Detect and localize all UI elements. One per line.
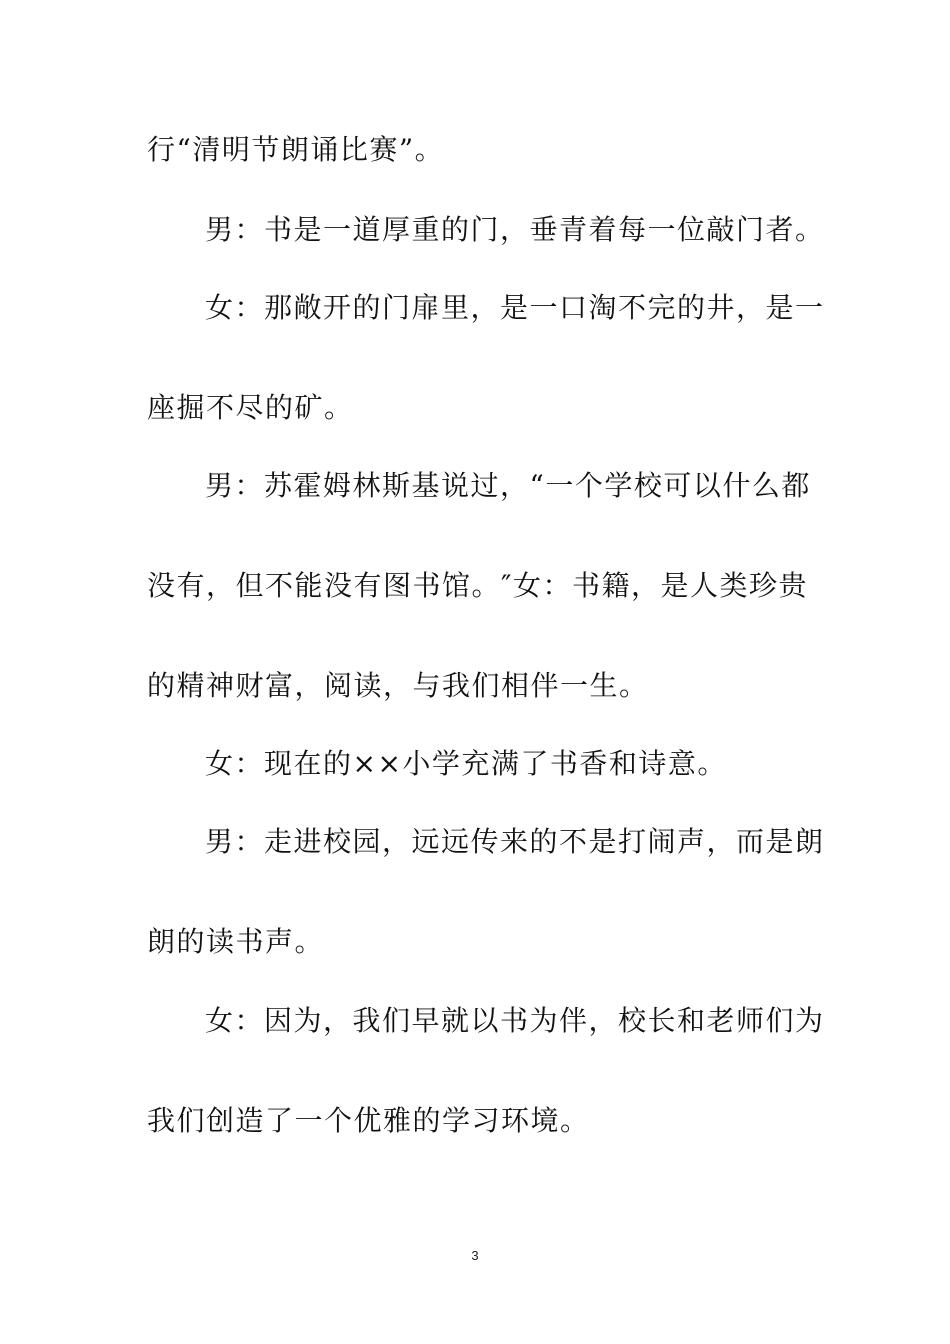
text-line: 男：书是一道厚重的门，垂青着每一位敲门者。 — [205, 213, 825, 246]
text-line: 朗的读书声。 — [147, 925, 325, 958]
text-line: 女：因为，我们早就以书为伴，校长和老师们为 — [205, 1004, 825, 1037]
text-line: 女：现在的××小学充满了书香和诗意。 — [205, 747, 727, 780]
text-line: 男：走进校园，远远传来的不是打闹声，而是朗 — [205, 825, 825, 858]
text-line: 行“清明节朗诵比赛”。 — [147, 133, 445, 166]
page-number: 3 — [471, 1248, 479, 1263]
text-line: 的精神财富，阅读，与我们相伴一生。 — [147, 669, 649, 702]
text-line: 男：苏霍姆林斯基说过，“一个学校可以什么都 — [205, 469, 811, 502]
text-line: 女：那敞开的门扉里，是一口淘不完的井，是一 — [205, 291, 825, 324]
text-line: 座掘不尽的矿。 — [147, 391, 354, 424]
text-line: 没有，但不能没有图书馆。″女：书籍，是人类珍贵 — [147, 569, 808, 602]
text-line: 我们创造了一个优雅的学习环境。 — [147, 1104, 590, 1137]
